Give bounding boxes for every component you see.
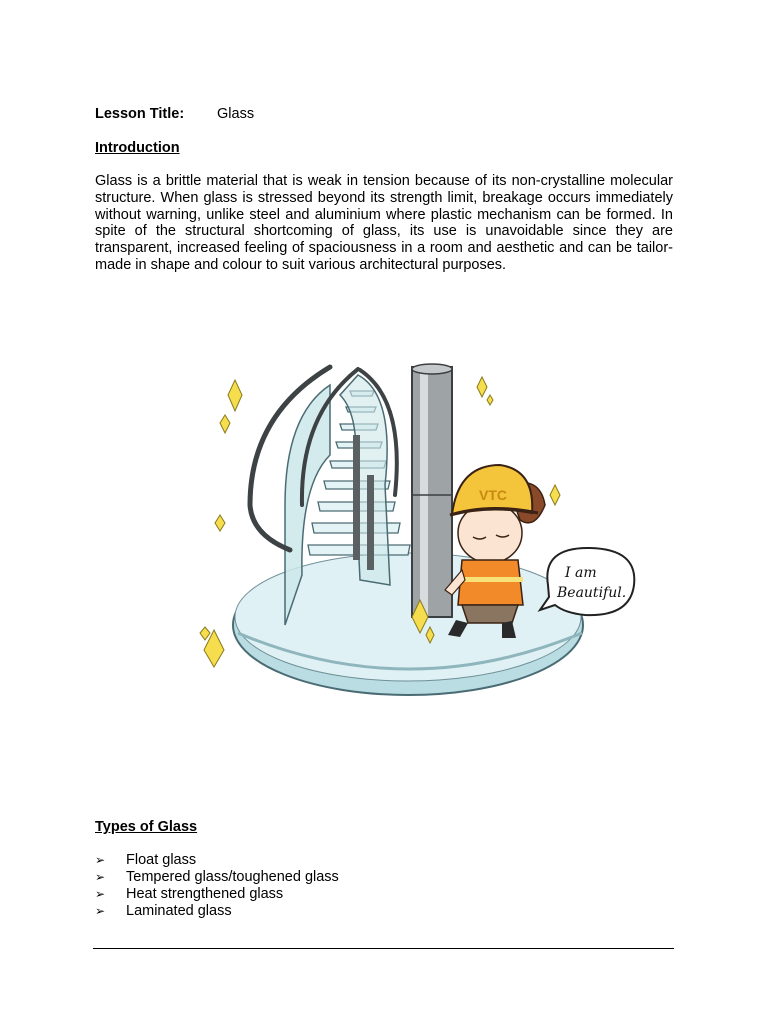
list-item-label: Laminated glass xyxy=(126,903,232,919)
lesson-title-label: Lesson Title: xyxy=(95,106,185,122)
list-item xyxy=(95,869,339,886)
introduction-heading: Introduction xyxy=(95,140,180,156)
list-item-label: Float glass xyxy=(126,852,197,868)
types-list xyxy=(95,852,339,920)
list-item xyxy=(95,886,339,903)
list-item xyxy=(95,903,339,920)
list-item-label: Heat strengthened glass xyxy=(126,886,284,902)
introduction-paragraph: Glass is a brittle material that is weak in tension because of its non-crystalline molecular structure. When glass is stressed beyond its strength limit, breakage occurs immediately without warning, unlike steel and aluminium where plastic mechanism can be formed. In spite of the structural shortcoming of glass, its use is unavoidable since they are transparent, increased feeling of spaciousness in a room and aesthetic and can be tailor-made in shape and colour to suit various architectural purposes. xyxy=(95,173,673,273)
speech-line-1: I am xyxy=(565,565,597,581)
lesson-title-row xyxy=(95,106,254,122)
steel-pole xyxy=(412,364,452,617)
list-item-label: Tempered glass/toughened glass xyxy=(126,869,339,885)
types-heading: Types of Glass xyxy=(95,819,198,835)
speech-bubble xyxy=(540,548,634,615)
arrow-bullet-icon: ➢ xyxy=(95,904,106,918)
speech-line-2: Beautiful. xyxy=(557,585,627,601)
arrow-bullet-icon: ➢ xyxy=(95,853,106,867)
lesson-title-value: Glass xyxy=(217,106,255,122)
helmet-logo-text: VTC xyxy=(479,487,507,503)
footer-divider xyxy=(93,948,674,949)
arrow-bullet-icon: ➢ xyxy=(95,887,106,901)
glass-staircase-illustration xyxy=(190,355,640,720)
arrow-bullet-icon: ➢ xyxy=(95,870,106,884)
list-item xyxy=(95,852,339,869)
